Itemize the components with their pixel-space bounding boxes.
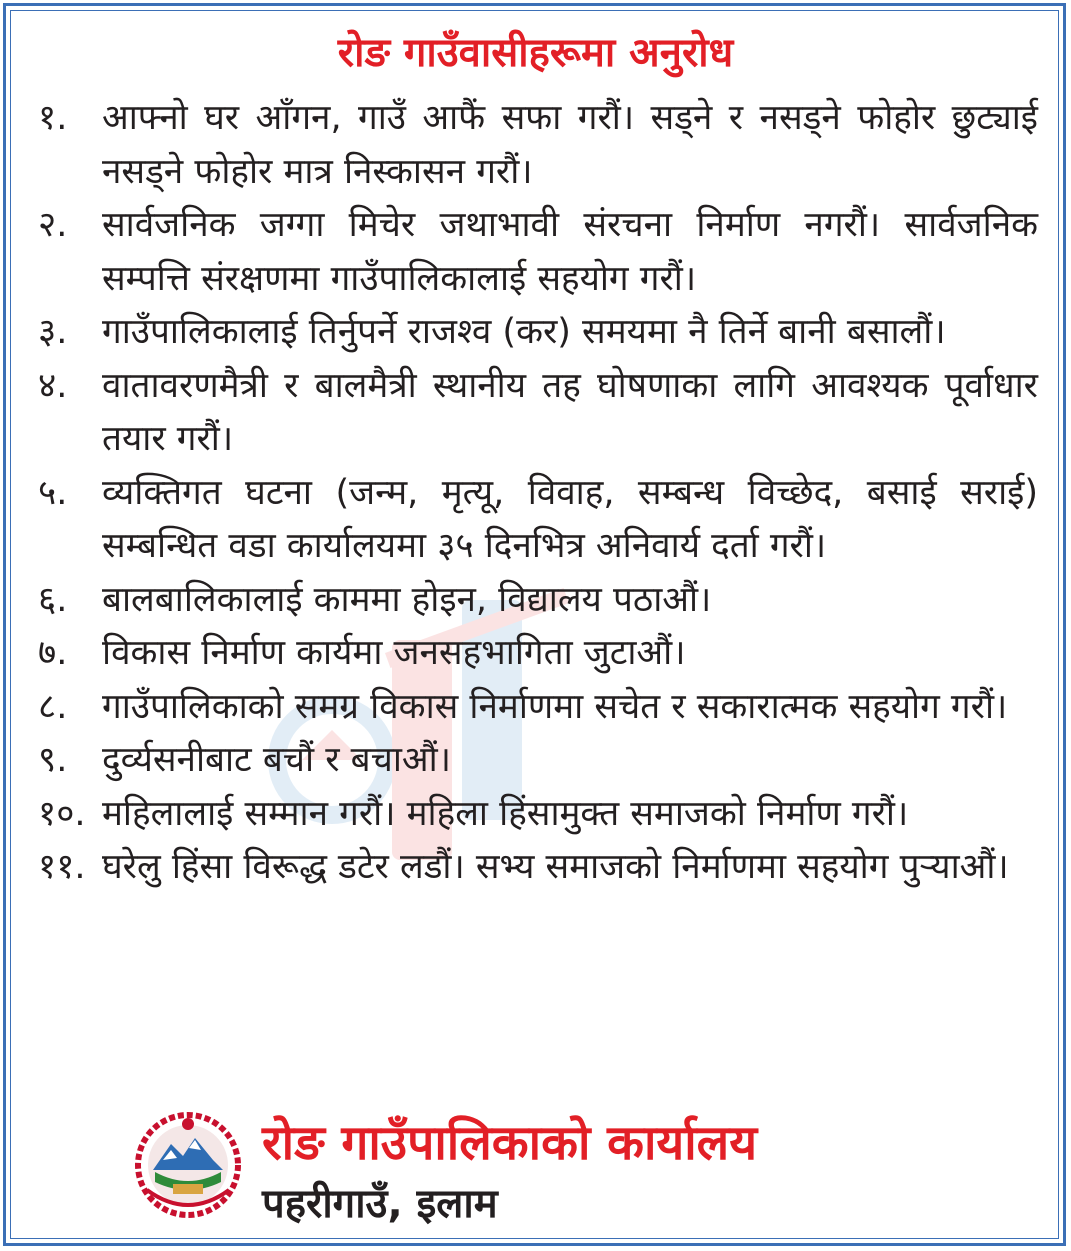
list-item-9 [38,734,1038,788]
item-number: ४. [38,365,68,406]
list-item-3 [38,306,1038,360]
office-name: रोङ गाउँपालिकाको कार्यालय [262,1115,758,1171]
list-item-1 [38,92,1038,199]
item-text: विकास निर्माण कार्यमा जनसहभागिता जुटाऔं। [102,633,686,673]
item-number: ६. [38,579,68,620]
item-text: वातावरणमैत्री र बालमैत्री स्थानीय तह घोषणाका लागि आवश्यक पूर्वाधार तयार गरौं। [102,365,1038,459]
item-number: १. [38,98,68,138]
item-text: गाउँपालिकालाई तिर्नुपर्ने राजश्व (कर) समयमा नै तिर्ने बानी बसालौं। [102,312,946,352]
item-text: महिलालाई सम्मान गरौं। महिला हिंसामुक्त समाजको निर्माण गरौं। [102,793,909,834]
list-item-10 [38,788,1038,842]
office-address: पहरीगाउँ, इलाम [262,1181,498,1227]
item-number: ७. [38,633,68,673]
list-item-7 [38,627,1038,681]
item-text: गाउँपालिकाको समग्र विकास निर्माणमा सचेत र सकारात्मक सहयोग गरौं। [102,686,1008,727]
item-number: १०. [38,793,86,834]
item-text: घरेलु हिंसा विरूद्ध डटेर लडौं। सभ्य समाजको निर्माणमा सहयोग पुर्‍याऔं। [102,847,1009,887]
list-item-5 [38,467,1038,574]
item-number: ९. [38,740,68,780]
list-item-4 [38,360,1038,467]
item-number: ११. [38,847,86,887]
list-item-6 [38,574,1038,628]
item-number: ८. [38,686,68,727]
item-number: ५. [38,472,68,513]
item-text: आफ्नो घर आँगन, गाउँ आफैं सफा गरौं। सड्ने र नसड्ने फोहोर छुट्याई नसड्ने फोहोर मात्र निस्कासन गरौं। [102,98,1038,192]
list-item-11 [38,841,1038,895]
request-list [38,92,1038,895]
nepal-emblem-icon [133,1110,243,1220]
list-item-8 [38,681,1038,735]
item-text: व्यक्तिगत घटना (जन्म, मृत्यू, विवाह, सम्बन्ध विच्छेद, बसाई सराई) सम्बन्धित वडा कार्यालयमा ३५ दिनभित्र अनिवार्य दर्ता गरौं। [102,472,1038,566]
item-number: ३. [38,312,68,352]
page-title: रोङ गाउँवासीहरूमा अनुरोध [337,30,734,76]
list-item-2 [38,199,1038,306]
item-text: दुर्व्यसनीबाट बचौं र बचाऔं। [102,740,451,780]
item-text: सार्वजनिक जग्गा मिचेर जथाभावी संरचना निर्माण नगरौं। सार्वजनिक सम्पत्ति संरक्षणमा गाउँपालिकालाई सहयोग गरौं। [102,205,1038,299]
item-number: २. [38,205,68,245]
item-text: बालबालिकालाई काममा होइन, विद्यालय पठाऔं। [102,579,712,620]
